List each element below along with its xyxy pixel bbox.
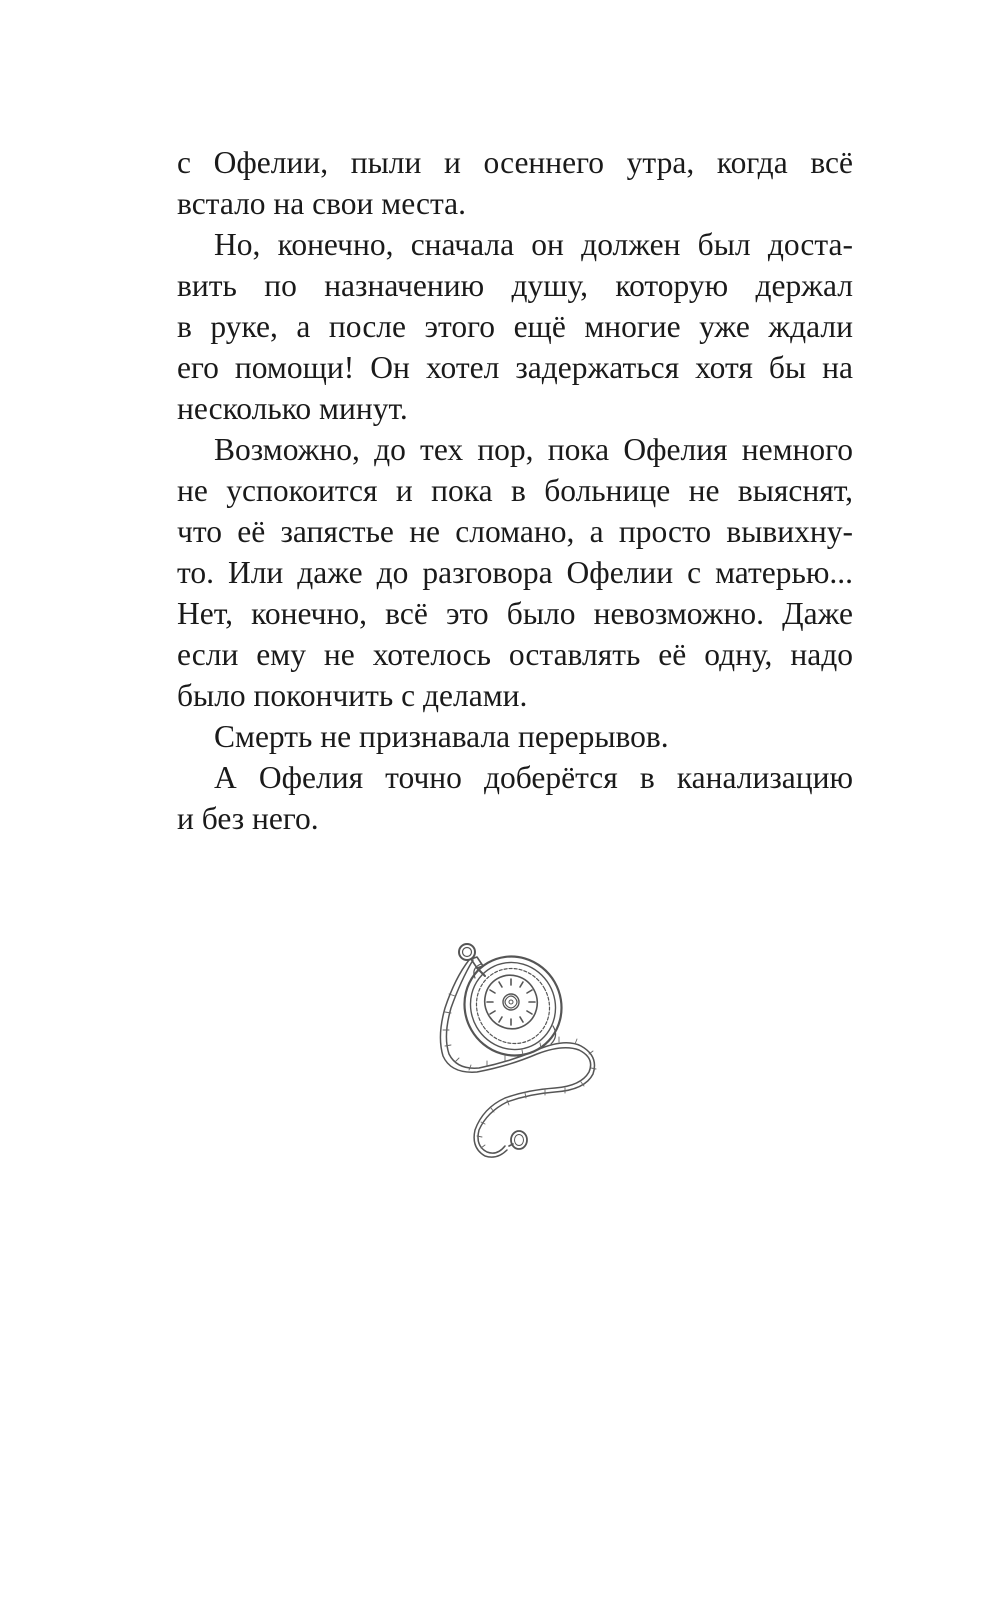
- paragraph: [177, 716, 853, 757]
- text-line: и без него.: [177, 801, 319, 836]
- text-line: Возможно, до тех пор, пока Офелия немного: [214, 432, 853, 467]
- text-line: Но, конечно, сначала он должен был доста-: [214, 227, 853, 262]
- text-line: вить по назначению душу, которую держал: [177, 268, 853, 303]
- paragraph: [177, 757, 853, 839]
- body-text: [177, 142, 853, 839]
- text-line: несколько минут.: [177, 391, 408, 426]
- text-line: если ему не хотелось оставлять её одну, надо: [177, 637, 853, 672]
- text-line: было покончить с делами.: [177, 678, 528, 713]
- paragraph: [177, 429, 853, 716]
- text-line: Смерть не признавала перерывов.: [214, 719, 669, 754]
- text-line: А Офелия точно доберётся в канализацию: [214, 760, 853, 795]
- text-line: Нет, конечно, всё это было невозможно. Даже: [177, 596, 853, 631]
- text-line: в руке, а после этого ещё многие уже ждали: [177, 309, 853, 344]
- text-line: то. Или даже до разговора Офелии с матерью...: [177, 555, 853, 590]
- paragraph: [177, 142, 853, 224]
- text-line: что её запястье не сломано, а просто вывихну-: [177, 514, 853, 549]
- text-line: встало на свои места.: [177, 186, 466, 221]
- pocket-watch-icon: [425, 938, 605, 1163]
- paragraph: [177, 224, 853, 429]
- text-line: с Офелии, пыли и осеннего утра, когда всё: [177, 145, 853, 180]
- text-line: его помощи! Он хотел задержаться хотя бы на: [177, 350, 853, 385]
- text-line: не успокоится и пока в больнице не выяснят,: [177, 473, 853, 508]
